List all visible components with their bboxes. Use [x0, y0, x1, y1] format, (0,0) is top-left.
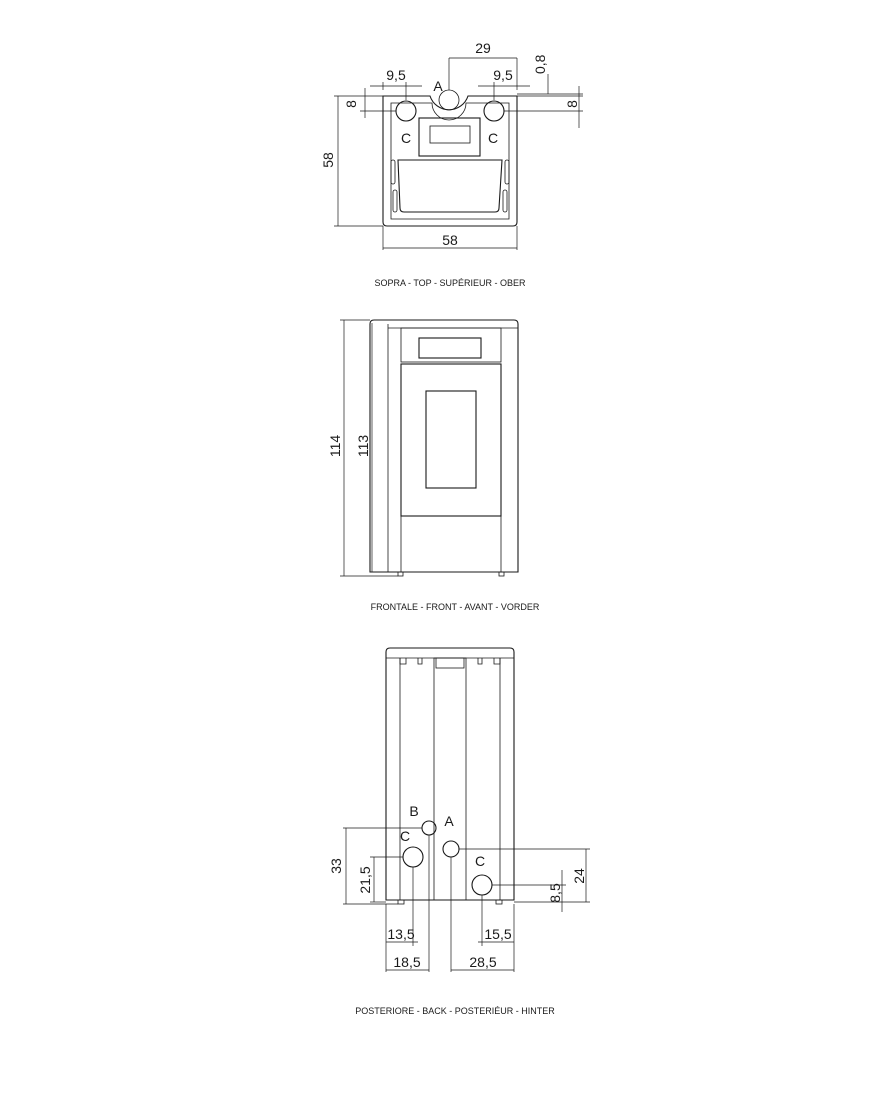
label-c-left: C [400, 130, 412, 146]
front-view-caption: FRONTALE - FRONT - AVANT - VORDER [370, 602, 540, 612]
top-view-slot [393, 190, 397, 212]
back-view-foot [398, 900, 404, 904]
back-view-notch [494, 658, 500, 664]
top-view-slot [505, 160, 509, 184]
top-view-pan [398, 160, 502, 212]
front-view-foot [499, 572, 504, 576]
dim-text-13-5: 13,5 [387, 926, 415, 942]
back-view-notch [418, 658, 422, 664]
dim-text-58-depth: 58 [320, 152, 336, 168]
top-view-control-panel [419, 118, 480, 156]
dim-text-58-width: 58 [442, 232, 458, 248]
back-view [328, 648, 590, 1016]
dim-text-33: 33 [328, 858, 344, 874]
front-view-door [401, 364, 501, 516]
dim-text-24: 24 [571, 868, 587, 884]
dim-text-21-5: 21,5 [357, 866, 373, 894]
dim-text-18-5: 18,5 [393, 954, 421, 970]
back-view-caption: POSTERIORE - BACK - POSTERIÉUR - HINTER [355, 1006, 555, 1016]
top-view-display [430, 126, 470, 143]
dim-text-9-5-left: 9,5 [386, 67, 406, 83]
back-view-notch [478, 658, 482, 664]
dim-text-9-5-right: 9,5 [493, 67, 513, 83]
top-view-hole-c-right [484, 101, 504, 121]
back-view-hole-c-left [403, 847, 423, 867]
dim-text-113: 113 [355, 434, 371, 458]
label-c-right: C [474, 853, 486, 869]
dim-text-29: 29 [475, 40, 491, 56]
front-view-control-panel [401, 328, 501, 362]
front-view-foot [398, 572, 403, 576]
label-a: A [433, 78, 443, 94]
top-view-slot [391, 160, 395, 184]
dim-text-8-right: 8 [564, 100, 580, 108]
top-view-hole-c-left [396, 101, 416, 121]
back-view-notch [400, 658, 406, 664]
label-c-left: C [399, 828, 411, 844]
top-view-slot [503, 190, 507, 212]
back-view-body [386, 648, 514, 900]
label-c-right: C [487, 130, 499, 146]
dim-text-28-5: 28,5 [469, 954, 497, 970]
front-view-display [419, 338, 481, 358]
top-view-caption: SOPRA - TOP - SUPÉRIEUR - OBER [374, 278, 526, 288]
front-view-glass [426, 391, 476, 488]
back-view-hole-c-right [472, 875, 492, 895]
dim-text-114: 114 [327, 434, 343, 458]
back-view-channel-cap [436, 658, 464, 668]
back-view-foot [496, 900, 502, 904]
back-view-channel [434, 658, 466, 900]
label-b: B [409, 803, 419, 819]
dim-text-0-8: 0,8 [532, 54, 548, 74]
dim-text-8-left: 8 [343, 100, 359, 108]
top-view [320, 40, 583, 288]
dim-text-8-5: 8,5 [547, 883, 563, 903]
top-view-outline [383, 96, 517, 226]
label-a: A [444, 813, 454, 829]
back-view-hole-a [443, 841, 459, 857]
front-view [327, 320, 540, 612]
dim-text-15-5: 15,5 [484, 926, 512, 942]
